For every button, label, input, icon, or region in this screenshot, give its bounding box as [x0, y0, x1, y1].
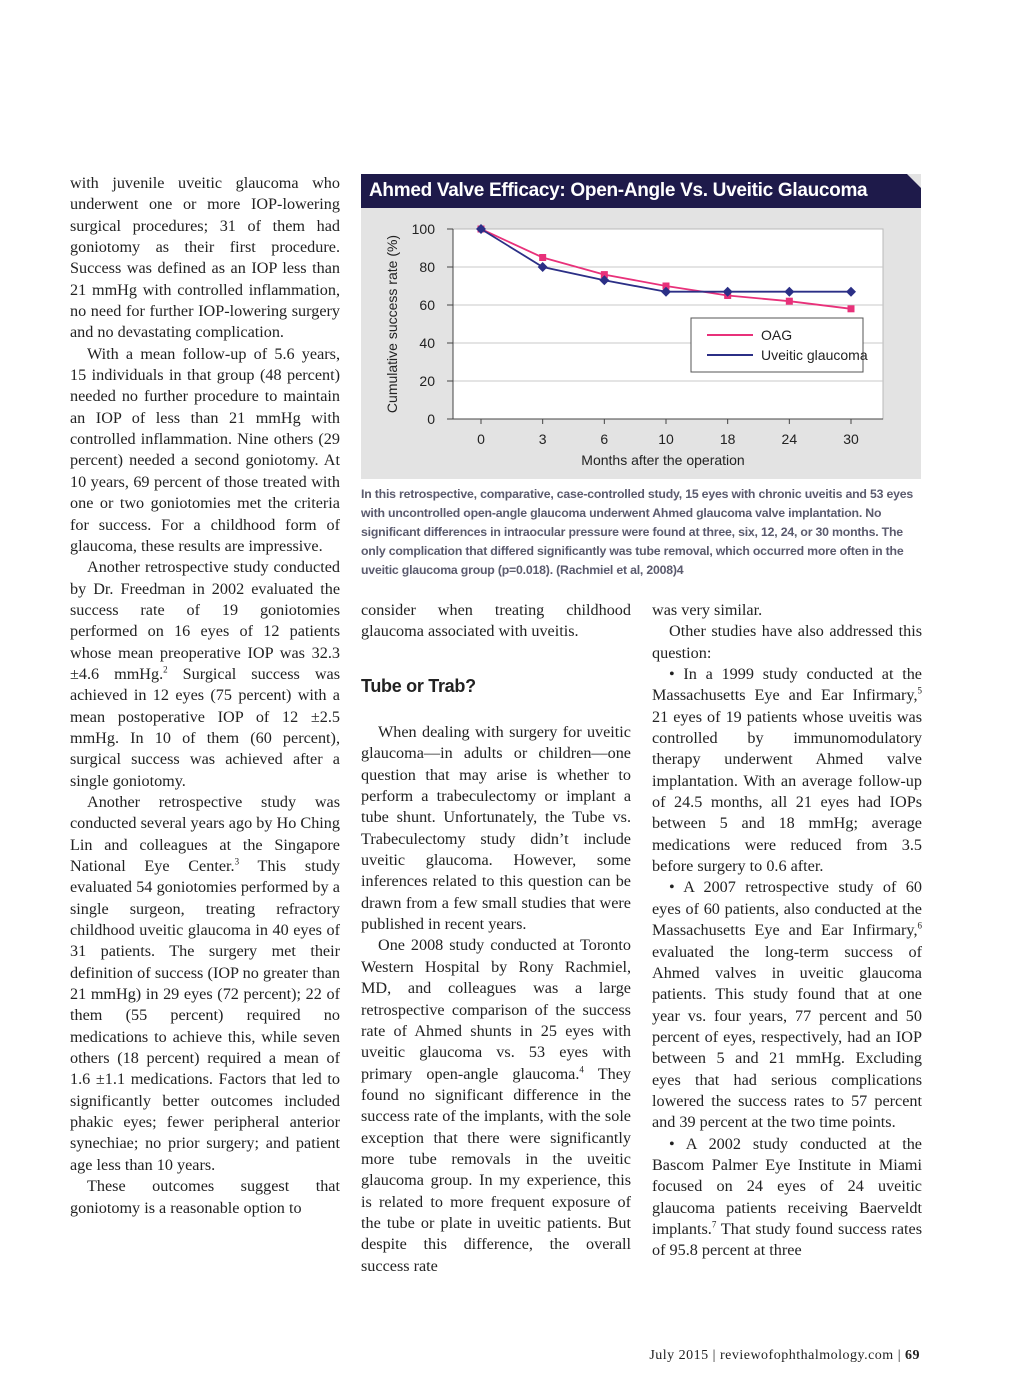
- paragraph-text: Surgical success was achieved in 12 eyes (75 percent) with a mean postoperative IOP of 12 ±2.5 mmHg. In 10 of them (60 percent), surgical success was achieved after a single goniotomy.: [70, 664, 341, 790]
- legend: [691, 318, 868, 372]
- reference-number: 4: [579, 1064, 584, 1075]
- paragraph: was very similar.: [652, 601, 763, 619]
- y-tick-label: 20: [419, 373, 435, 389]
- y-tick-label: 0: [427, 411, 435, 427]
- paragraph-text: • In a 1999 study conducted at the Massachusetts Eye and Ear Infirmary,: [652, 665, 922, 705]
- paragraph: [70, 557, 340, 792]
- page-footer: [649, 1348, 920, 1364]
- chart-panel: [361, 174, 921, 479]
- y-axis-label: Cumulative success rate (%): [384, 234, 400, 414]
- reference-number: 7: [711, 1219, 717, 1230]
- article-column-2: [361, 600, 631, 1277]
- x-tick-label: 10: [658, 431, 674, 447]
- y-tick-label: 60: [419, 297, 435, 313]
- data-point: [539, 254, 546, 261]
- paragraph: [70, 792, 340, 1176]
- reference-number: 3: [234, 856, 240, 867]
- paragraph-text: Another retrospective study conducted by Dr. Freedman in 2002 evaluated the success rate of 19 goniotomies performed on 16 eyes of 12 patients whose mean preoperative IOP was 32.3 ±4.6 mmHg.: [70, 558, 340, 683]
- data-point: [786, 298, 793, 305]
- x-tick-label: 24: [781, 431, 798, 447]
- x-tick-label: 30: [843, 431, 859, 447]
- paragraph: [361, 935, 631, 1277]
- line-chart: [361, 208, 921, 479]
- bullet-item: [652, 877, 922, 1133]
- reference-number: 5: [917, 685, 922, 696]
- paragraph-text: That study found success rates of 95.8 percent at three: [652, 1219, 922, 1260]
- legend-entry: OAG: [761, 327, 793, 343]
- x-tick-label: 6: [600, 431, 609, 447]
- title-corner-decoration: [907, 174, 921, 188]
- paragraph: When dealing with surgery for uveitic glaucoma—in adults or children—one question that may arise is whether to perform a trabeculectomy or implant a tube shunt. Unfortunately, the Tube vs. Trabeculectomy study didn’t include uveitic glaucoma. However, some inferences related to this question can be drawn from a few small studies that were published in recent years.: [361, 723, 631, 934]
- paragraph: with juvenile uveitic glaucoma who underwent one or more IOP-lowering surgical procedures; 31 of them had goniotomy as their first procedure. Success was defined as an IOP less than 21 mmHg with controlled inflammation, no need for further IOP-lowering surgery and no devastating complication.: [70, 174, 340, 342]
- x-tick-label: 18: [719, 431, 736, 447]
- paragraph-text: This study evaluated 54 goniotomies performed by a single surgeon, treating refractory childhood uveitic glaucoma in 40 eyes of 31 patients. The surgery met their definition of success (IOP no greater than 21 mmHg) in 29 eyes (72 percent); 22 of them (55 percent) required no medications to achieve this, while seven others (18 percent) required a mean of 1.6 ±1.1 medications. Factors that led to significantly better outcomes included phakic eyes; fewer peripheral anterior synechiae; no prior surgery; and patient age less than 10 years.: [70, 857, 340, 1174]
- x-tick-label: 3: [538, 431, 547, 447]
- paragraph-text: One 2008 study conducted at Toronto Western Hospital by Rony Rachmiel, MD, and colleagues was a large retrospective comparison of the success rate of Ahmed shunts in 25 eyes with uveitic glaucoma vs. 53 eyes with primary open-angle glaucoma.: [361, 936, 631, 1083]
- footer-text: July 2015 | reviewofophthalmology.com |: [649, 1348, 905, 1363]
- paragraph-text: • A 2007 retrospective study of 60 eyes of 60 patients, also conducted at the Massachusetts Eye and Ear Infirmary,: [652, 878, 922, 940]
- paragraph-text: Another retrospective study was conducted several years ago by Ho Ching Lin and colleagues at the Singapore National Eye Center.: [70, 792, 340, 875]
- article-column-3: [652, 600, 922, 1262]
- x-axis-label: Months after the operation: [581, 452, 745, 468]
- data-point: [848, 305, 855, 312]
- y-tick-label: 80: [419, 259, 435, 275]
- article-column-1: [70, 173, 340, 1219]
- y-tick-label: 40: [419, 335, 435, 351]
- reference-number: 2: [163, 664, 168, 675]
- bullet-item: [652, 664, 922, 877]
- bullet-item: [652, 1134, 922, 1262]
- paragraph: Other studies have also addressed this question:: [652, 622, 922, 662]
- paragraph-text: • A 2002 study conducted at the Bascom Palmer Eye Institute in Miami focused on 24 eyes of 24 uveitic glaucoma patients receiving Baerveldt implants.: [652, 1134, 922, 1238]
- page-number: 69: [905, 1348, 920, 1363]
- section-heading: Tube or Trab?: [361, 675, 476, 696]
- paragraph: With a mean follow-up of 5.6 years, 15 individuals in that group (48 percent) needed no further procedure to maintain an IOP of less than 21 mmHg with controlled inflammation. Nine others (29 percent) needed a second goniotomy. At 10 years, 69 percent of those treated with one or two goniotomies met the criteria for success. For a childhood form of glaucoma, these results are impressive.: [70, 344, 340, 555]
- y-tick-label: 100: [411, 221, 435, 237]
- paragraph: These outcomes suggest that goniotomy is a reasonable option to: [70, 1177, 340, 1217]
- legend-entry: Uveitic glaucoma: [761, 347, 868, 363]
- paragraph-text: 21 eyes of 19 patients whose uveitis was controlled by immunomodulatory therapy underwent Ahmed valve implantation. With an average follow-up of 24.5 months, all 21 eyes had IOPs between 5 and 18 mmHg; average medications were reduced from 3.5 before surgery to 0.6 after.: [652, 707, 922, 876]
- figure-caption: In this retrospective, comparative, case-controlled study, 15 eyes with chronic uveitis and 53 eyes with uncontrolled open-angle glaucoma underwent Ahmed glaucoma valve implantation. No significant differences in intraocular pressure were found at three, six, 12, 24, or 30 months. The only complication that differed significantly was tube removal, which occurred more often in the uveitic glaucoma group (p=0.018). (Rachmiel et al, 2008)4: [361, 487, 913, 577]
- paragraph: consider when treating childhood glaucoma associated with uveitis.: [361, 601, 631, 641]
- reference-number: 6: [917, 920, 922, 931]
- paragraph-text: evaluated the long-term success of Ahmed valves in uveitic glaucoma patients. This study found that at one year vs. four years, 77 percent and 50 percent of eyes, respectively, had an IOP between 5 and 21 mmHg. Excluding eyes that had serious complications lowered the success rates to 57 percent and 39 percent at the two time points.: [652, 942, 922, 1132]
- chart-title: Ahmed Valve Efficacy: Open-Angle Vs. Uveitic Glaucoma: [361, 174, 921, 208]
- paragraph-text: They found no significant difference in the success rate of the implants, with the sole exception that there were significantly more tube removals in the uveitic glaucoma group. In my experience, this is related to more frequent exposure of the tube or plate in uveitic patients. But despite this difference, the overall success rate: [361, 1064, 632, 1275]
- x-tick-label: 0: [477, 431, 485, 447]
